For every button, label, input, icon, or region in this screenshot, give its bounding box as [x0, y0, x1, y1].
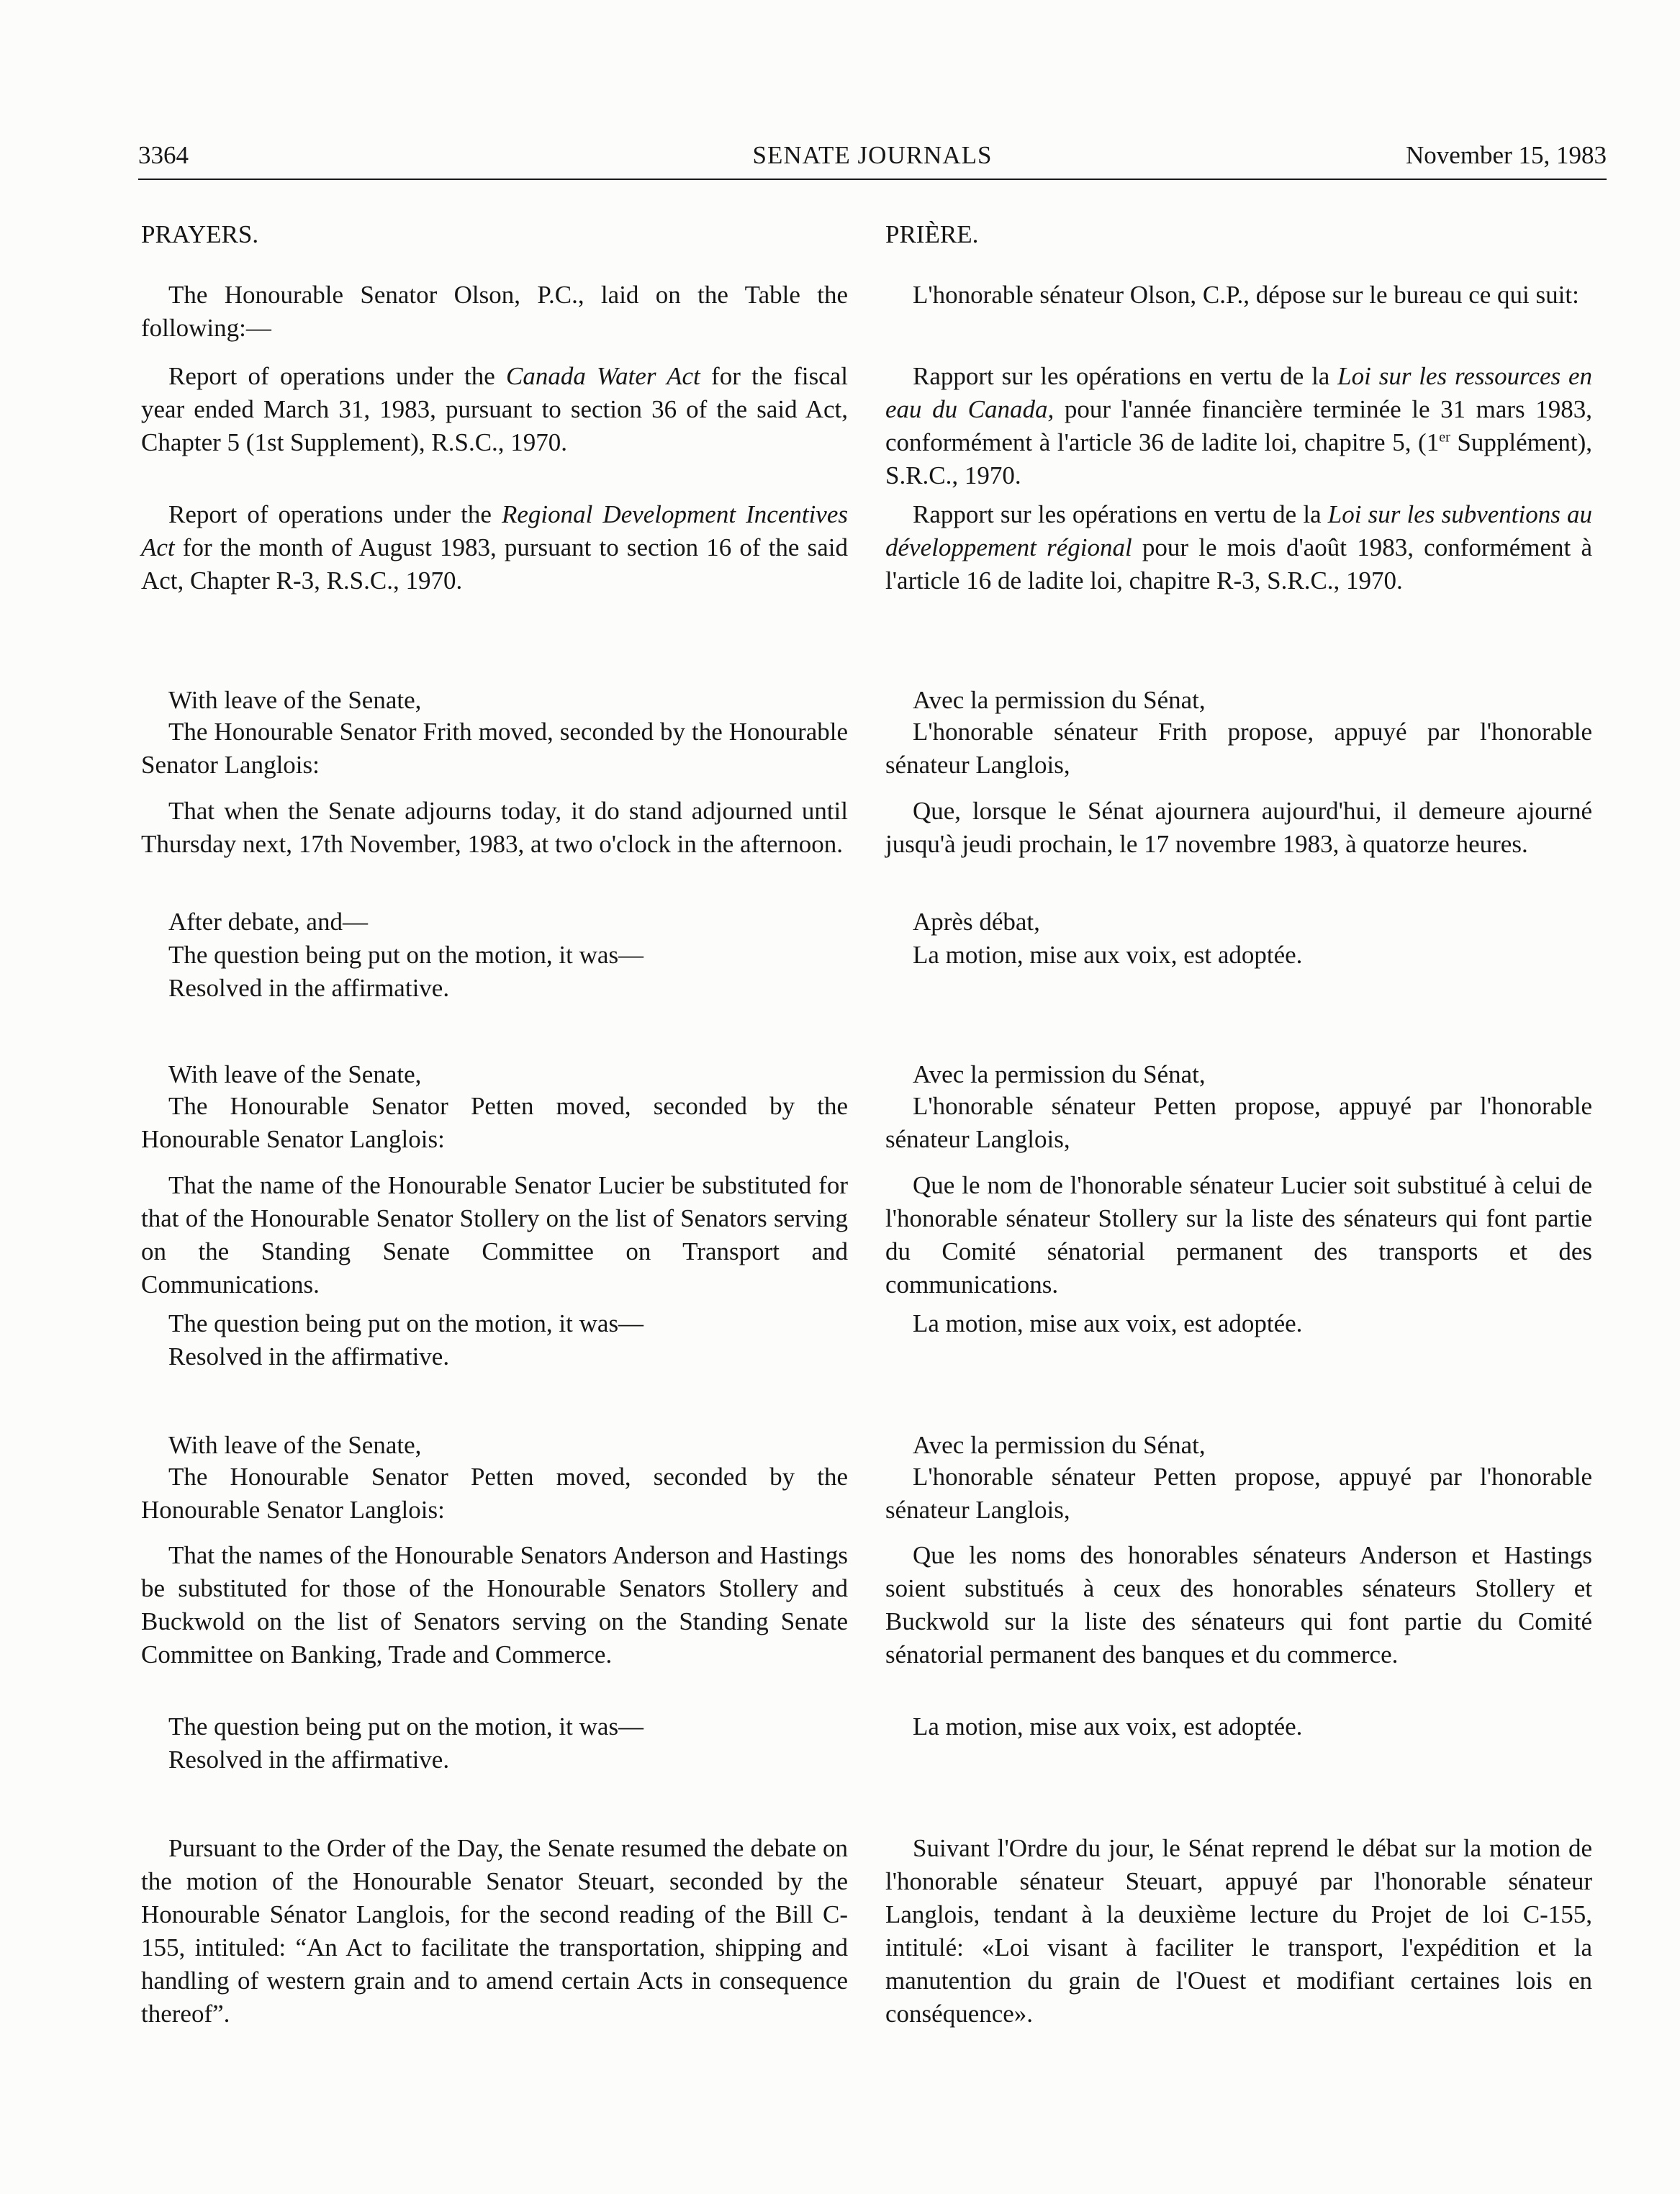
- depose-paragraph: L'honorable sénateur Olson, C.P., dépose sur le bureau ce qui suit:: [913, 281, 1579, 309]
- frith-moved: The Honourable Senator Frith moved, seconded by the Honourable Senator Langlois:: [141, 718, 848, 779]
- leave-line-1: With leave of the Senate,: [168, 686, 422, 714]
- frith-propose: L'honorable sénateur Frith propose, appuyé par l'honorable sénateur Langlois,: [885, 718, 1592, 779]
- order-of-day: Pursuant to the Order of the Day, the Senate resumed the debate on the motion of the Honourable Senator Steuart, seconded by the Honourable Sénator Langlois, for the second reading of the Bill C-155, intituled: “An Act to facilitate the transportation, shipping and handling of western grain and to amend certain Acts in consequence thereof”.: [141, 1834, 848, 2028]
- lucier-motion-fr: Que le nom de l'honorable sénateur Lucier soit substitué à celui de l'honorable sénateur Stollery sur la liste des sénateurs qui font partie du Comité sénatorial permanent des transports et des communications.: [885, 1171, 1592, 1299]
- header-rule: [138, 179, 1607, 180]
- priere-heading: PRIÈRE.: [885, 220, 979, 248]
- anderson-resultat: La motion, mise aux voix, est adoptée.: [913, 1712, 1303, 1741]
- frith-resultat: Après débat, La motion, mise aux voix, est adoptée.: [913, 908, 1303, 969]
- lucier-resultat: La motion, mise aux voix, est adoptée.: [913, 1309, 1303, 1337]
- report-regional-act: Report of operations under the Regional Development Incentives Act for the month of August 1983, pursuant to section 16 of the said Act, Chapter R-3, R.S.C., 1970.: [141, 500, 848, 595]
- journal-date: November 15, 1983: [1406, 141, 1607, 169]
- prayers-heading: PRAYERS.: [141, 220, 259, 248]
- permission-line-2: Avec la permission du Sénat,: [913, 1060, 1206, 1088]
- ordre-du-jour: Suivant l'Ordre du jour, le Sénat reprend le débat sur la motion de l'honorable sénateur Steuart, appuyé par l'honorable sénateur Langlois, tendant à la deuxième lecture du Projet de loi C-155, intitulé: «Loi visant à faciliter le transport, l'expédition et la manutention du grain de l'Ouest et modifiant certaines lois en conséquence».: [885, 1834, 1592, 2028]
- lucier-outcome: The question being put on the motion, it was— Resolved in the affirmative.: [168, 1309, 644, 1371]
- frith-outcome: After debate, and— The question being put on the motion, it was— Resolved in the affirmative.: [168, 908, 644, 1002]
- adjourn-motion: That when the Senate adjourns today, it do stand adjourned until Thursday next, 17th November, 1983, at two o'clock in the afternoon.: [141, 797, 848, 858]
- anderson-motion: That the names of the Honourable Senators Anderson and Hastings be substituted for those of the Honourable Senators Stollery and Buckwold on the list of Senators serving on the Standing Senate Committee on Banking, Trade and Commerce.: [141, 1541, 848, 1669]
- report-water-act: Report of operations under the Canada Water Act for the fiscal year ended March 31, 1983, pursuant to section 36 of the said Act, Chapter 5 (1st Supplement), R.S.C., 1970.: [141, 362, 848, 456]
- petten-propose-1: L'honorable sénateur Petten propose, appuyé par l'honorable sénateur Langlois,: [885, 1092, 1592, 1153]
- rapport-subventions: Rapport sur les opérations en vertu de la Loi sur les subventions au développement régional pour le mois d'août 1983, conformément à l'article 16 de ladite loi, chapitre R-3, S.R.C., 1970.: [885, 500, 1592, 595]
- petten-moved-1: The Honourable Senator Petten moved, seconded by the Honourable Senator Langlois:: [141, 1092, 848, 1153]
- page-header: [138, 141, 1607, 179]
- leave-line-2: With leave of the Senate,: [168, 1060, 422, 1088]
- permission-line-3: Avec la permission du Sénat,: [913, 1431, 1206, 1459]
- page-number: 3364: [138, 141, 189, 169]
- lucier-motion: That the name of the Honourable Senator Lucier be substituted for that of the Honourable Senator Stollery on the list of Senators serving on the Standing Senate Committee on Transport and Communications.: [141, 1171, 848, 1299]
- petten-moved-2: The Honourable Senator Petten moved, seconded by the Honourable Senator Langlois:: [141, 1463, 848, 1524]
- rapport-eau: Rapport sur les opérations en vertu de la Loi sur les ressources en eau du Canada, pour l'année financière terminée le 31 mars 1983, conformément à l'article 36 de ladite loi, chapitre 5, (1er Supplément), S.R.C., 1970.: [885, 362, 1592, 489]
- petten-propose-2: L'honorable sénateur Petten propose, appuyé par l'honorable sénateur Langlois,: [885, 1463, 1592, 1524]
- permission-line-1: Avec la permission du Sénat,: [913, 686, 1206, 714]
- journal-title: SENATE JOURNALS: [752, 141, 993, 169]
- ajourne-motion: Que, lorsque le Sénat ajournera aujourd'hui, il demeure ajourné jusqu'à jeudi prochain, le 17 novembre 1983, à quatorze heures.: [885, 797, 1592, 858]
- anderson-motion-fr: Que les noms des honorables sénateurs Anderson et Hastings soient substitués à ceux des honorables sénateurs Stollery et Buckwold sur la liste des sénateurs qui font partie du Comité sénatorial permanent des banques et du commerce.: [885, 1541, 1592, 1669]
- tabled-paragraph: The Honourable Senator Olson, P.C., laid on the Table the following:—: [141, 281, 848, 342]
- leave-line-3: With leave of the Senate,: [168, 1431, 422, 1459]
- anderson-outcome: The question being put on the motion, it was— Resolved in the affirmative.: [168, 1712, 644, 1774]
